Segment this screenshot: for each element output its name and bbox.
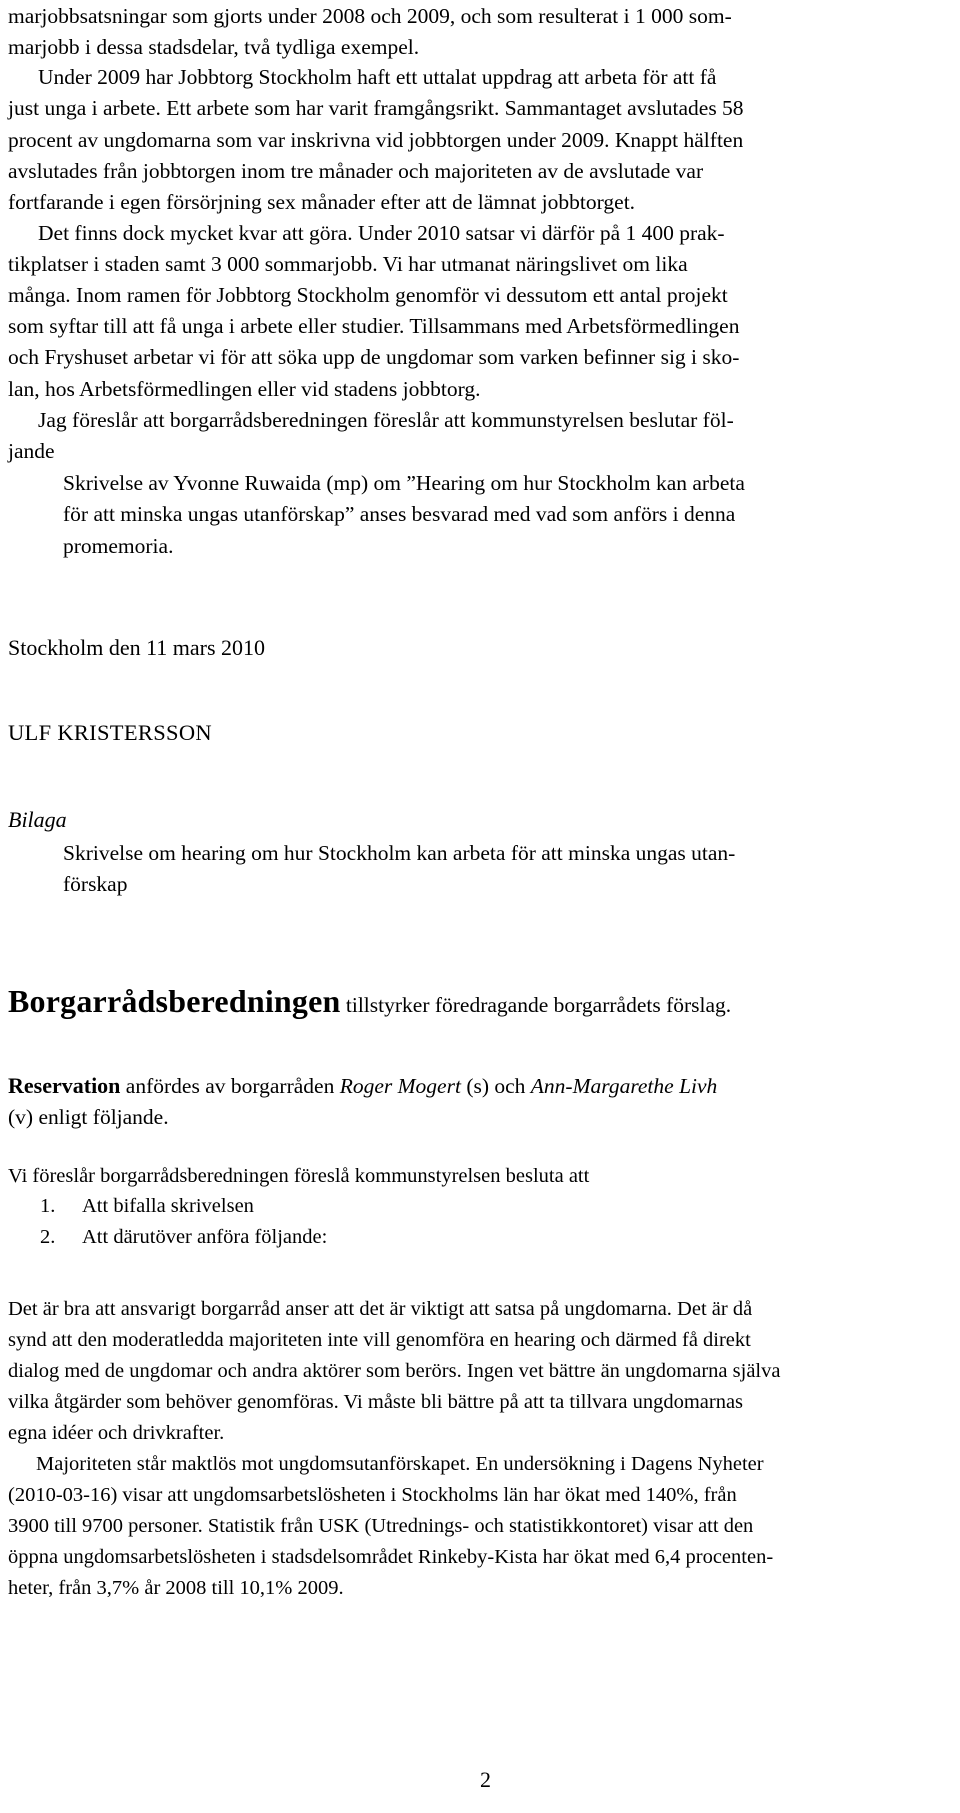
- body-line: marjobbsatsningar som gjorts under 2008 och 2009, och som resulterat i 1 000 som-: [8, 4, 732, 28]
- statement-line: Det är bra att ansvarigt borgarråd anser att det är viktigt att satsa på ungdomarna. Det är då: [8, 1298, 753, 1320]
- body-line: som syftar till att få unga i arbete eller studier. Tillsammans med Arbetsförmedlingen: [8, 314, 740, 338]
- statement-line: egna idéer och drivkrafter.: [8, 1422, 225, 1444]
- body-line: Under 2009 har Jobbtorg Stockholm haft ett uttalat uppdrag att arbeta för att få: [38, 65, 717, 89]
- beredning-heading: Borgarrådsberedningen: [8, 983, 341, 1019]
- body-line: tikplatser i staden samt 3 000 sommarjobb. Vi har utmanat näringslivet om lika: [8, 252, 688, 276]
- proposal-item-text: Att därutöver anföra följande:: [82, 1226, 328, 1248]
- beredning-statement: [8, 985, 731, 1021]
- statement-line: synd att den moderatledda majoriteten inte vill genomföra en hearing och därmed få direkt: [8, 1329, 751, 1351]
- reservation-line: [8, 1070, 717, 1102]
- statement-line: 3900 till 9700 personer. Statistik från USK (Utrednings- och statistikkontoret) visar att den: [8, 1515, 754, 1537]
- reservation-name: Roger Mogert: [339, 1074, 461, 1098]
- body-line: många. Inom ramen för Jobbtorg Stockholm genomför vi dessutom ett antal projekt: [8, 283, 728, 307]
- proposal-item-number: 2.: [40, 1226, 56, 1248]
- proposal-item: [40, 1190, 55, 1222]
- body-line: och Fryshuset arbetar vi för att söka upp de ungdomar som varken befinner sig i sko-: [8, 345, 740, 369]
- statement-line: öppna ungdomsarbetslösheten i stadsdelsområdet Rinkeby-Kista har ökat med 6,4 procenten-: [8, 1546, 774, 1568]
- statement-line: (2010-03-16) visar att ungdomsarbetslösheten i Stockholms län har ökat med 140%, från: [8, 1484, 737, 1506]
- reservation-text: (s) och: [460, 1074, 531, 1098]
- statement-line: vilka åtgärder som behöver genomföras. Vi måste bli bättre på att ta tillvara ungdomarnas: [8, 1391, 744, 1413]
- proposal-line: Skrivelse av Yvonne Ruwaida (mp) om ”Hearing om hur Stockholm kan arbeta: [63, 471, 745, 495]
- body-line: lan, hos Arbetsförmedlingen eller vid stadens jobbtorg.: [8, 377, 481, 401]
- proposal-item: [40, 1221, 55, 1253]
- proposal-item-number: 1.: [40, 1195, 56, 1217]
- signature-place-date: Stockholm den 11 mars 2010: [8, 635, 266, 660]
- attachment-line: förskap: [63, 872, 128, 896]
- reservation-line-2: (v) enligt följande.: [8, 1105, 169, 1129]
- attachment-line: Skrivelse om hearing om hur Stockholm kan arbeta för att minska ungas utan-: [63, 841, 736, 865]
- beredning-text: tillstyrker föredragande borgarrådets förslag.: [340, 993, 732, 1017]
- statement-line: Majoriteten står maktlös mot ungdomsutanförskapet. En undersökning i Dagens Nyheter: [36, 1453, 764, 1475]
- statement-line: heter, från 3,7% år 2008 till 10,1% 2009.: [8, 1577, 344, 1599]
- page-number: 2: [480, 1767, 491, 1792]
- reservation-label: Reservation: [8, 1073, 121, 1098]
- document-page: [8, 0, 950, 1813]
- body-line: fortfarande i egen försörjning sex månader efter att de lämnat jobbtorget.: [8, 190, 636, 214]
- reservation-text: anfördes av borgarråden: [120, 1074, 340, 1098]
- proposal-item-text: Att bifalla skrivelsen: [82, 1195, 254, 1217]
- proposal-line: för att minska ungas utanförskap” anses besvarad med vad som anförs i denna: [63, 502, 736, 526]
- body-line: procent av ungdomarna som var inskrivna vid jobbtorgen under 2009. Knappt hälften: [8, 128, 744, 152]
- proposal-intro: Vi föreslår borgarrådsberedningen föreslå kommunstyrelsen besluta att: [8, 1165, 590, 1187]
- proposal-line: promemoria.: [63, 534, 174, 558]
- statement-line: dialog med de ungdomar och andra aktörer som berörs. Ingen vet bättre än ungdomarna själva: [8, 1360, 781, 1382]
- body-line: just unga i arbete. Ett arbete som har varit framgångsrikt. Sammantaget avslutades 58: [8, 96, 744, 120]
- body-line: marjobb i dessa stadsdelar, två tydliga exempel.: [8, 35, 420, 59]
- attachment-label: Bilaga: [8, 807, 67, 832]
- body-line: Det finns dock mycket kvar att göra. Under 2010 satsar vi därför på 1 400 prak-: [38, 221, 725, 245]
- reservation-name: Ann-Margarethe Livh: [530, 1074, 718, 1098]
- body-line: Jag föreslår att borgarrådsberedningen föreslår att kommunstyrelsen beslutar föl-: [38, 408, 734, 432]
- body-line: jande: [8, 439, 55, 463]
- signature-name: ULF KRISTERSSON: [8, 720, 212, 745]
- body-line: avslutades från jobbtorgen inom tre månader och majoriteten av de avslutade var: [8, 159, 704, 183]
